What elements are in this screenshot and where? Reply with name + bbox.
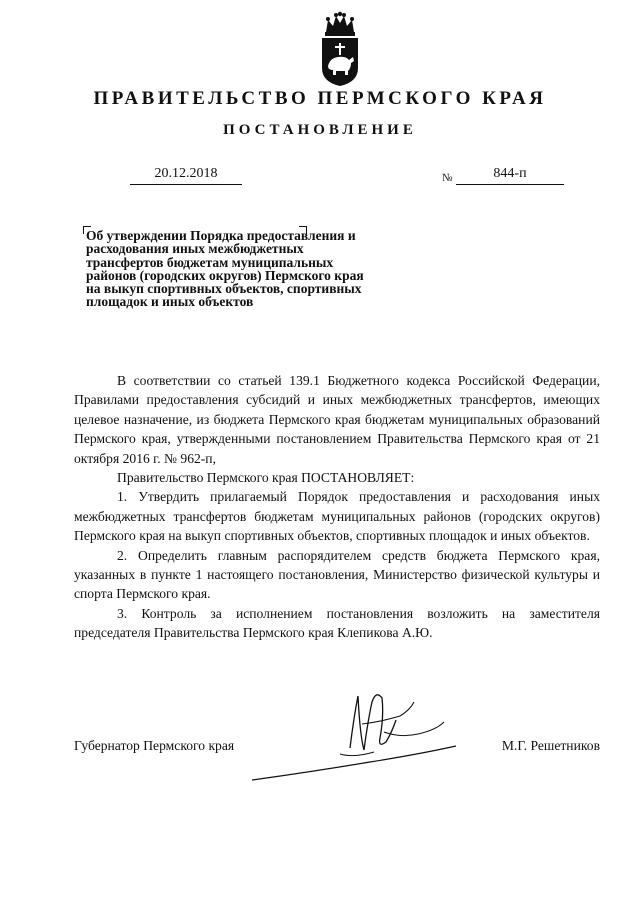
body-paragraph: 3. Контроль за исполнением постановления возложить на заместителя председателя Правительства Пермского края Клепикова А.Ю. xyxy=(74,605,600,641)
number-field xyxy=(456,166,564,185)
coat-of-arms-icon xyxy=(316,10,364,88)
body-paragraph: Правительство Пермского края ПОСТАНОВЛЯЕТ: xyxy=(117,470,415,486)
document-type: ПОСТАНОВЛЕНИЕ xyxy=(223,122,417,138)
signer-name: М.Г. Решетников xyxy=(501,738,600,753)
government-title: ПРАВИТЕЛЬСТВО ПЕРМСКОГО КРАЯ xyxy=(93,88,547,109)
signer-title: Губернатор Пермского края xyxy=(74,738,235,753)
document-number: 844-п xyxy=(493,166,527,181)
document-subject: Об утверждении Порядка предоставления и расходования иных межбюджетных трансфертов бюджетам муниципальных районов (городских округов) Пермского края на выкуп спортивных объектов, спортивных площадок и иных объектов xyxy=(86,228,364,310)
date-field xyxy=(130,166,242,185)
number-sign: № xyxy=(442,172,453,184)
document-body xyxy=(74,371,600,643)
body-paragraph: 1. Утвердить прилагаемый Порядок предоставления и расходования иных межбюджетных трансфертов бюджетам муниципальных районов (городских округов) Пермского края на выкуп спортивных объектов, спортивных площадок и иных объектов. xyxy=(74,489,600,544)
handwritten-signature xyxy=(250,676,460,786)
body-paragraph: 2. Определить главным распорядителем средств бюджета Пермского края, указанных в пункте 1 настоящего постановления, Министерство физической культуры и спорта Пермского края. xyxy=(74,547,600,602)
document-date: 20.12.2018 xyxy=(154,166,218,181)
body-paragraph: В соответствии со статьей 139.1 Бюджетного кодекса Российской Федерации, Правилами предоставления субсидий и иных межбюджетных трансфертов, имеющих целевое назначение, из бюджета Пермского края бюджетам муниципальных образований Пермского края, утвержденными постановлением Правительства Пермского края от 21 октября 2016 г. № 962-п, xyxy=(74,373,600,466)
